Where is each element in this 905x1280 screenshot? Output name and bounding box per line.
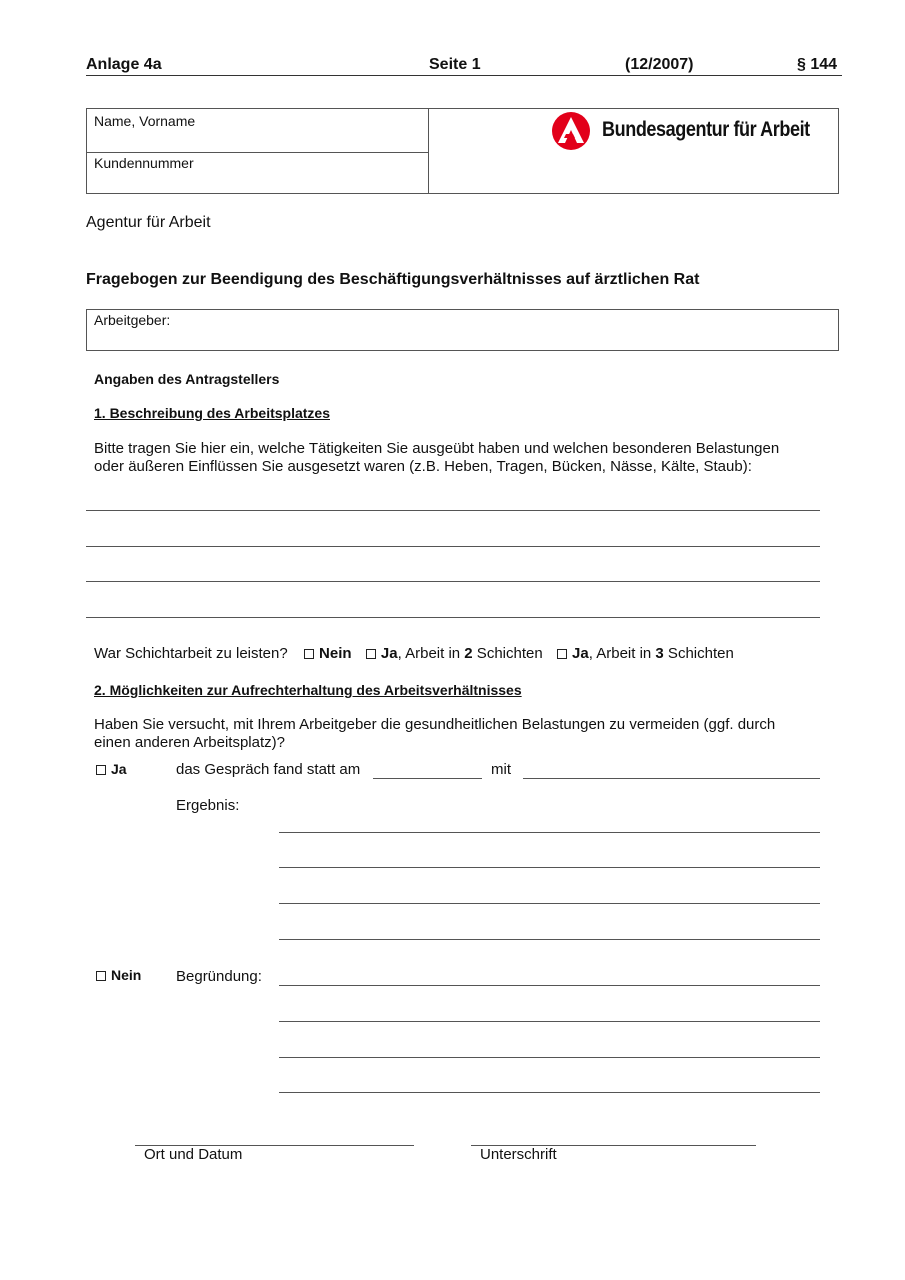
- reason-label: Begründung:: [176, 968, 262, 985]
- shift-question-row: [94, 645, 734, 662]
- shift-nein-checkbox[interactable]: [304, 649, 314, 659]
- attempt-ja-checkbox[interactable]: [96, 765, 106, 775]
- result-label: Ergebnis:: [176, 797, 240, 814]
- activity-line-4[interactable]: [86, 617, 820, 618]
- attempt-nein-checkbox[interactable]: [96, 971, 106, 981]
- place-date-label: Ort und Datum: [144, 1146, 243, 1163]
- attempt-ja-label: Ja: [111, 761, 127, 777]
- attempt-ja-option: [96, 761, 127, 777]
- result-line-2[interactable]: [279, 867, 820, 868]
- reason-line-4[interactable]: [279, 1092, 820, 1093]
- shift-2-suffix: Schichten: [472, 645, 543, 662]
- form-title: Fragebogen zur Beendigung des Beschäftigungsverhältnisses auf ärztlichen Rat: [86, 271, 700, 288]
- shift-2-text: , Arbeit in: [397, 645, 465, 662]
- legal-paragraph: § 144: [797, 56, 838, 73]
- header-divider: [86, 75, 842, 76]
- meeting-with-label: mit: [491, 761, 511, 778]
- meeting-date-label: das Gespräch fand statt am: [176, 761, 361, 778]
- section1-instruction-1: Bitte tragen Sie hier ein, welche Tätigkeiten Sie ausgeübt haben und welchen besonderen Belastungen: [94, 440, 780, 457]
- activity-line-3[interactable]: [86, 581, 820, 582]
- meeting-date-field[interactable]: [373, 778, 482, 779]
- shift-nein-label: Nein: [319, 645, 352, 662]
- shift-2-checkbox[interactable]: [366, 649, 376, 659]
- section2-question-2: einen anderen Arbeitsplatz)?: [94, 734, 285, 751]
- customer-number-label: Kundennummer: [94, 155, 194, 171]
- signature-label: Unterschrift: [480, 1146, 557, 1163]
- attachment-label: Anlage 4a: [86, 56, 162, 73]
- attempt-nein-option: [96, 967, 141, 983]
- customer-number-field[interactable]: [87, 153, 428, 193]
- agency-logo-text: Bundesagentur für Arbeit: [602, 118, 810, 141]
- shift-3-number: 3: [655, 645, 664, 662]
- reason-line-2[interactable]: [279, 1021, 820, 1022]
- name-field[interactable]: [87, 109, 428, 152]
- employer-field[interactable]: [86, 309, 839, 351]
- result-line-3[interactable]: [279, 903, 820, 904]
- section2-heading: 2. Möglichkeiten zur Aufrechterhaltung des Arbeitsverhältnisses: [94, 682, 522, 698]
- agency-name: Agentur für Arbeit: [86, 214, 211, 231]
- reason-line-1[interactable]: [279, 985, 820, 986]
- shift-3-text: , Arbeit in: [588, 645, 656, 662]
- attempt-nein-label: Nein: [111, 967, 142, 983]
- shift-3-ja: Ja: [572, 645, 589, 662]
- agency-logo: [551, 110, 591, 157]
- result-line-4[interactable]: [279, 939, 820, 940]
- shift-3-suffix: Schichten: [663, 645, 734, 662]
- shift-2-number: 2: [464, 645, 473, 662]
- section1-heading: 1. Beschreibung des Arbeitsplatzes: [94, 405, 330, 421]
- shift-question: War Schichtarbeit zu leisten?: [94, 645, 288, 662]
- activity-line-2[interactable]: [86, 546, 820, 547]
- page-number: Seite 1: [429, 56, 481, 73]
- meeting-with-field[interactable]: [523, 778, 820, 779]
- employer-label: Arbeitgeber:: [94, 312, 171, 328]
- box-divider: [428, 109, 429, 193]
- shift-3-checkbox[interactable]: [557, 649, 567, 659]
- applicant-section-label: Angaben des Antragstellers: [94, 371, 280, 387]
- activity-line-1[interactable]: [86, 510, 820, 511]
- section1-instruction-2: oder äußeren Einflüssen Sie ausgesetzt waren (z.B. Heben, Tragen, Bücken, Nässe, Kälte, Staub):: [94, 458, 752, 475]
- agency-logo-icon: [551, 110, 591, 152]
- result-line-1[interactable]: [279, 832, 820, 833]
- reason-line-3[interactable]: [279, 1057, 820, 1058]
- name-field-label: Name, Vorname: [94, 113, 196, 129]
- shift-2-ja: Ja: [380, 645, 398, 662]
- form-version-date: (12/2007): [625, 56, 694, 73]
- section2-question-1: Haben Sie versucht, mit Ihrem Arbeitgeber die gesundheitlichen Belastungen zu vermeiden (ggf. durch: [94, 716, 776, 733]
